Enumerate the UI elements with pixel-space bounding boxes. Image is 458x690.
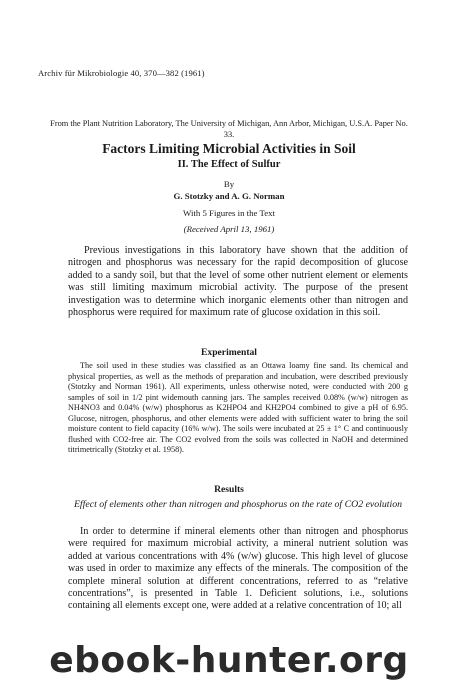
journal-reference: Archiv für Mikrobiologie 40, 370—382 (1961) [38, 68, 205, 78]
watermark: ebook-hunter.org [49, 640, 409, 681]
introduction-paragraph: Previous investigations in this laboratory have shown that the addition of nitrogen and phosphorus was necessary for the rapid decomposition of glucose added to a sandy soil, but that the level of some other nutrient element or elements was still limiting maximum microbial activity. The purpose of the present investigation was to determine which inorganic elements other than nitrogen and phosphorus were required for maximum rate of glucose oxidation in this soil. [68, 245, 408, 319]
experimental-heading: Experimental [201, 347, 257, 358]
results-subheading: Effect of elements other than nitrogen and phosphorus on the rate of CO2 evolution [73, 499, 403, 510]
paper-subtitle: II. The Effect of Sulfur [177, 159, 281, 170]
authors: G. Stotzky and A. G. Norman [173, 191, 285, 201]
received-date: (Received April 13, 1961) [183, 224, 275, 234]
affiliation: From the Plant Nutrition Laboratory, The University of Michigan, Ann Arbor, Michigan, U.S.A. Paper No. 33. [50, 119, 408, 139]
by-line: By [223, 179, 235, 189]
results-paragraph: In order to determine if mineral elements other than nitrogen and phosphorus were required for maximum microbial activity, a mineral nutrient solution was added at various concentrations with 4% (w/w) glucose. This high level of glucose was used in order to maximize any effects of the minerals. The composition of the complete mineral solution at different concentrations, referred to as “relative concentrations”, is presented in Table 1. Deficient solutions, i.e., solutions containing all elements except one, were added at a relative concentration of 10; all [68, 526, 408, 612]
figures-note: With 5 Figures in the Text [183, 208, 275, 218]
results-heading: Results [214, 484, 244, 495]
paper-title: Factors Limiting Microbial Activities in Soil [102, 141, 356, 156]
experimental-paragraph: The soil used in these studies was classified as an Ottawa loamy fine sand. Its chemical and physical properties, as well as the methods of preparation and incubation, were described previously (Stotzky and Norman 1961). All experiments, unless otherwise noted, were conducted with 200 g samples of soil in 1/2 pint widemouth canning jars. The samples received 0.08% (w/w) nitrogen as NH4NO3 and 0.04% (w/w) phosphorus as K2HPO4 and KH2PO4 combined to give a pH of 6.95. Glucose, nitrogen, phosphorus, and other elements were added with sufficient water to bring the soil moisture content to field capacity (16% w/w). The soils were incubated at 25 ± 1° C and continuously flushed with CO2-free air. The CO2 evolved from the soils was collected in NaOH and determined titrimetrically (Stotzky et al. 1958). [68, 361, 408, 454]
